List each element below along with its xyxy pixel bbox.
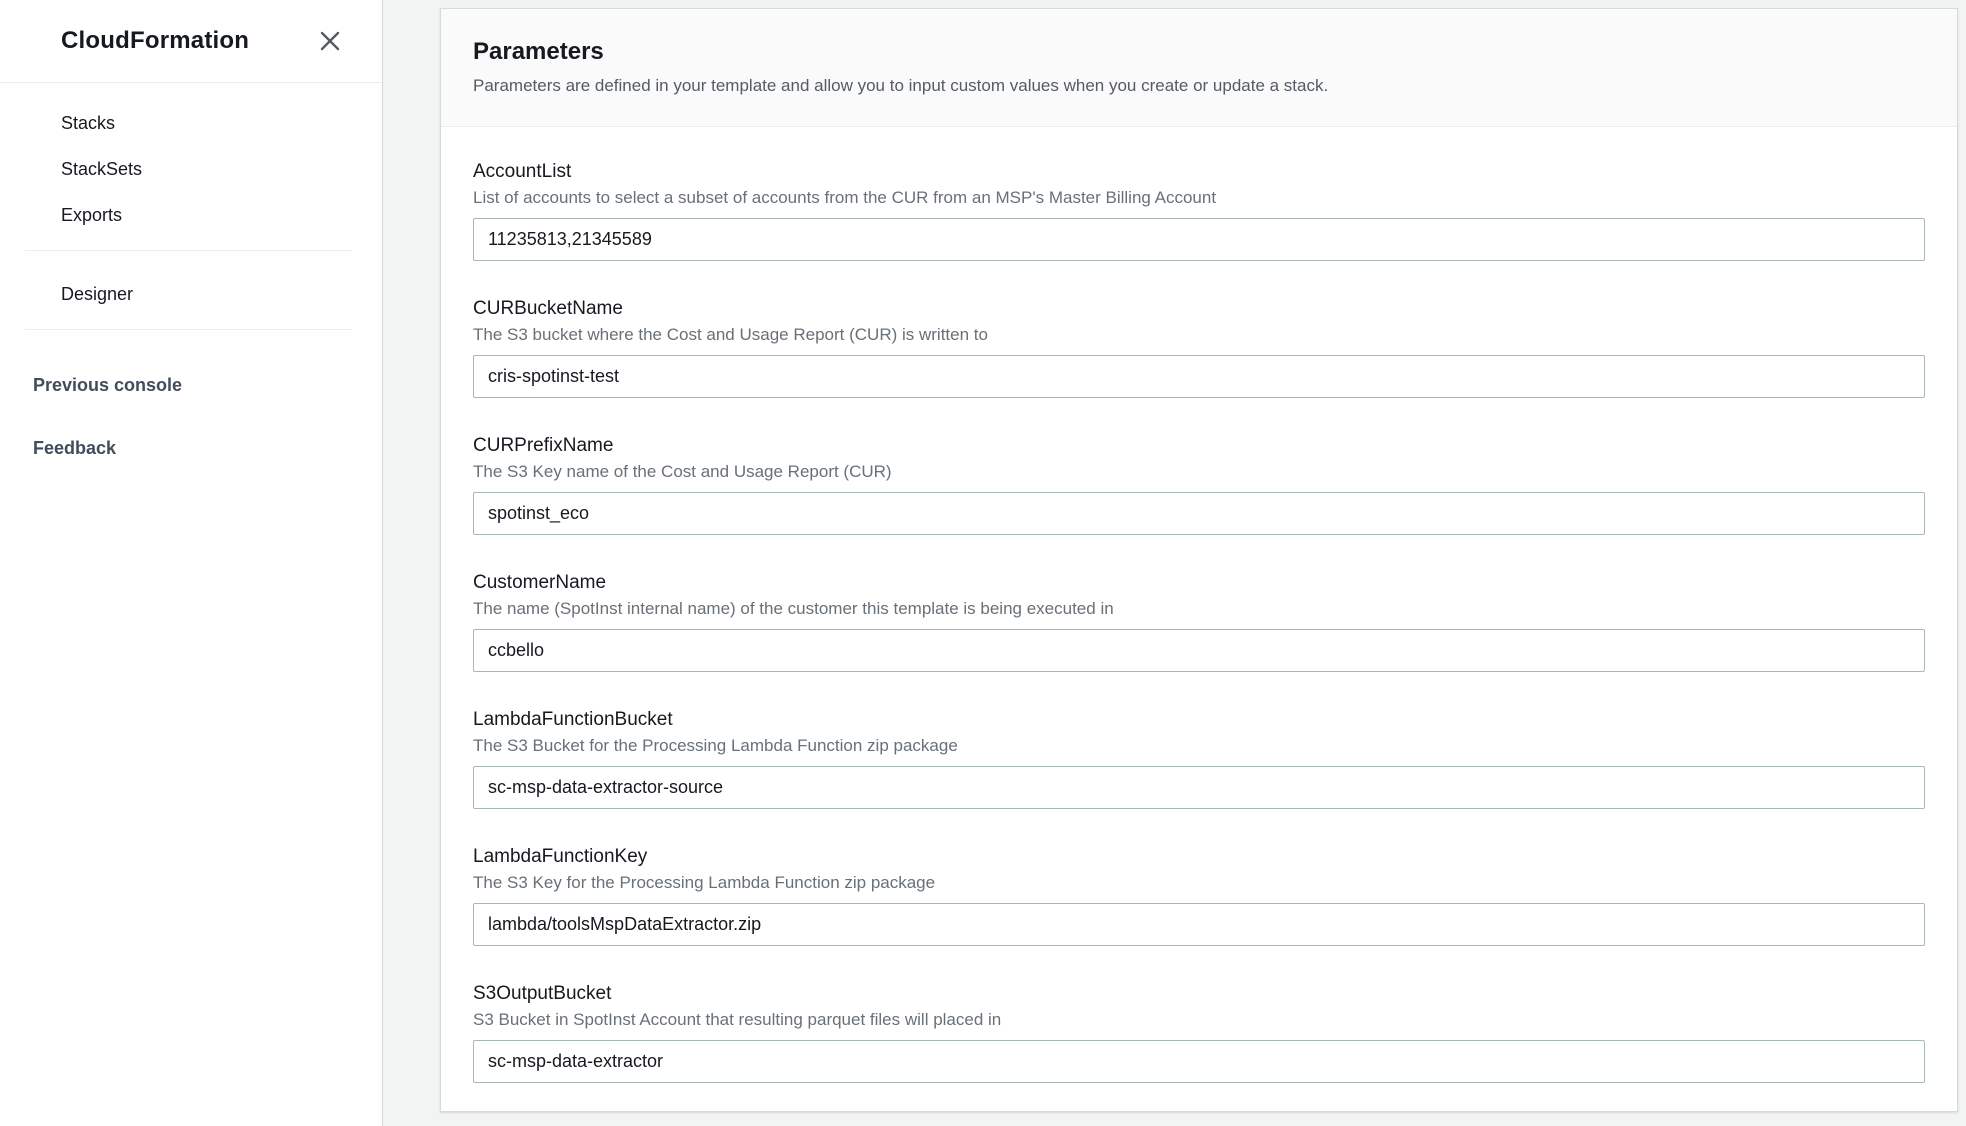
field-label: CURBucketName (473, 298, 623, 319)
sidebar-header (0, 0, 382, 83)
field-description: The name (SpotInst internal name) of the customer this template is being executed in (473, 599, 1114, 618)
field-description: The S3 Key for the Processing Lambda Function zip package (473, 873, 936, 892)
sidebar-item-feedback[interactable]: Feedback (33, 438, 117, 458)
close-sidebar-button[interactable] (314, 25, 346, 57)
lambdafunctionkey-input[interactable] (473, 903, 1925, 946)
field-s3outputbucket (473, 982, 1925, 1083)
curprefixname-input[interactable] (473, 492, 1925, 535)
field-curbucketname (473, 297, 1925, 398)
sidebar-divider (25, 250, 352, 251)
field-accountlist (473, 160, 1925, 261)
page-title: Parameters (473, 38, 604, 65)
field-description: The S3 Key name of the Cost and Usage Report (CUR) (473, 462, 892, 481)
curbucketname-input[interactable] (473, 355, 1925, 398)
customername-input[interactable] (473, 629, 1925, 672)
parameters-card-header (441, 9, 1957, 127)
sidebar (0, 0, 383, 1126)
field-description: The S3 bucket where the Cost and Usage Report (CUR) is written to (473, 325, 988, 344)
sidebar-item-stacks[interactable]: Stacks (61, 113, 116, 133)
sidebar-item-exports[interactable]: Exports (61, 205, 123, 225)
field-label: LambdaFunctionKey (473, 846, 648, 867)
page-description: Parameters are defined in your template and allow you to input custom values when you create or update a stack. (473, 76, 1329, 95)
field-label: CURPrefixName (473, 435, 614, 456)
close-icon (318, 29, 342, 53)
field-lambdafunctionkey (473, 845, 1925, 946)
field-description: The S3 Bucket for the Processing Lambda Function zip package (473, 736, 958, 755)
field-label: S3OutputBucket (473, 983, 612, 1004)
field-label: LambdaFunctionBucket (473, 709, 673, 730)
sidebar-nav (0, 83, 382, 459)
sidebar-divider (25, 329, 352, 330)
parameters-card (440, 8, 1958, 1112)
field-customername (473, 571, 1925, 672)
lambdafunctionbucket-input[interactable] (473, 766, 1925, 809)
accountlist-input[interactable] (473, 218, 1925, 261)
sidebar-item-previous-console[interactable]: Previous console (33, 375, 183, 395)
sidebar-item-stacksets[interactable]: StackSets (61, 159, 143, 179)
parameters-form (441, 127, 1957, 1111)
field-label: AccountList (473, 161, 572, 182)
field-curprefixname (473, 434, 1925, 535)
sidebar-title: CloudFormation (61, 27, 250, 54)
field-description: List of accounts to select a subset of accounts from the CUR from an MSP's Master Billing Account (473, 188, 1217, 207)
field-label: CustomerName (473, 572, 607, 593)
s3outputbucket-input[interactable] (473, 1040, 1925, 1083)
field-lambdafunctionbucket (473, 708, 1925, 809)
sidebar-item-designer[interactable]: Designer (61, 284, 134, 304)
main-content (383, 0, 1966, 1126)
field-description: S3 Bucket in SpotInst Account that resulting parquet files will placed in (473, 1010, 1002, 1029)
